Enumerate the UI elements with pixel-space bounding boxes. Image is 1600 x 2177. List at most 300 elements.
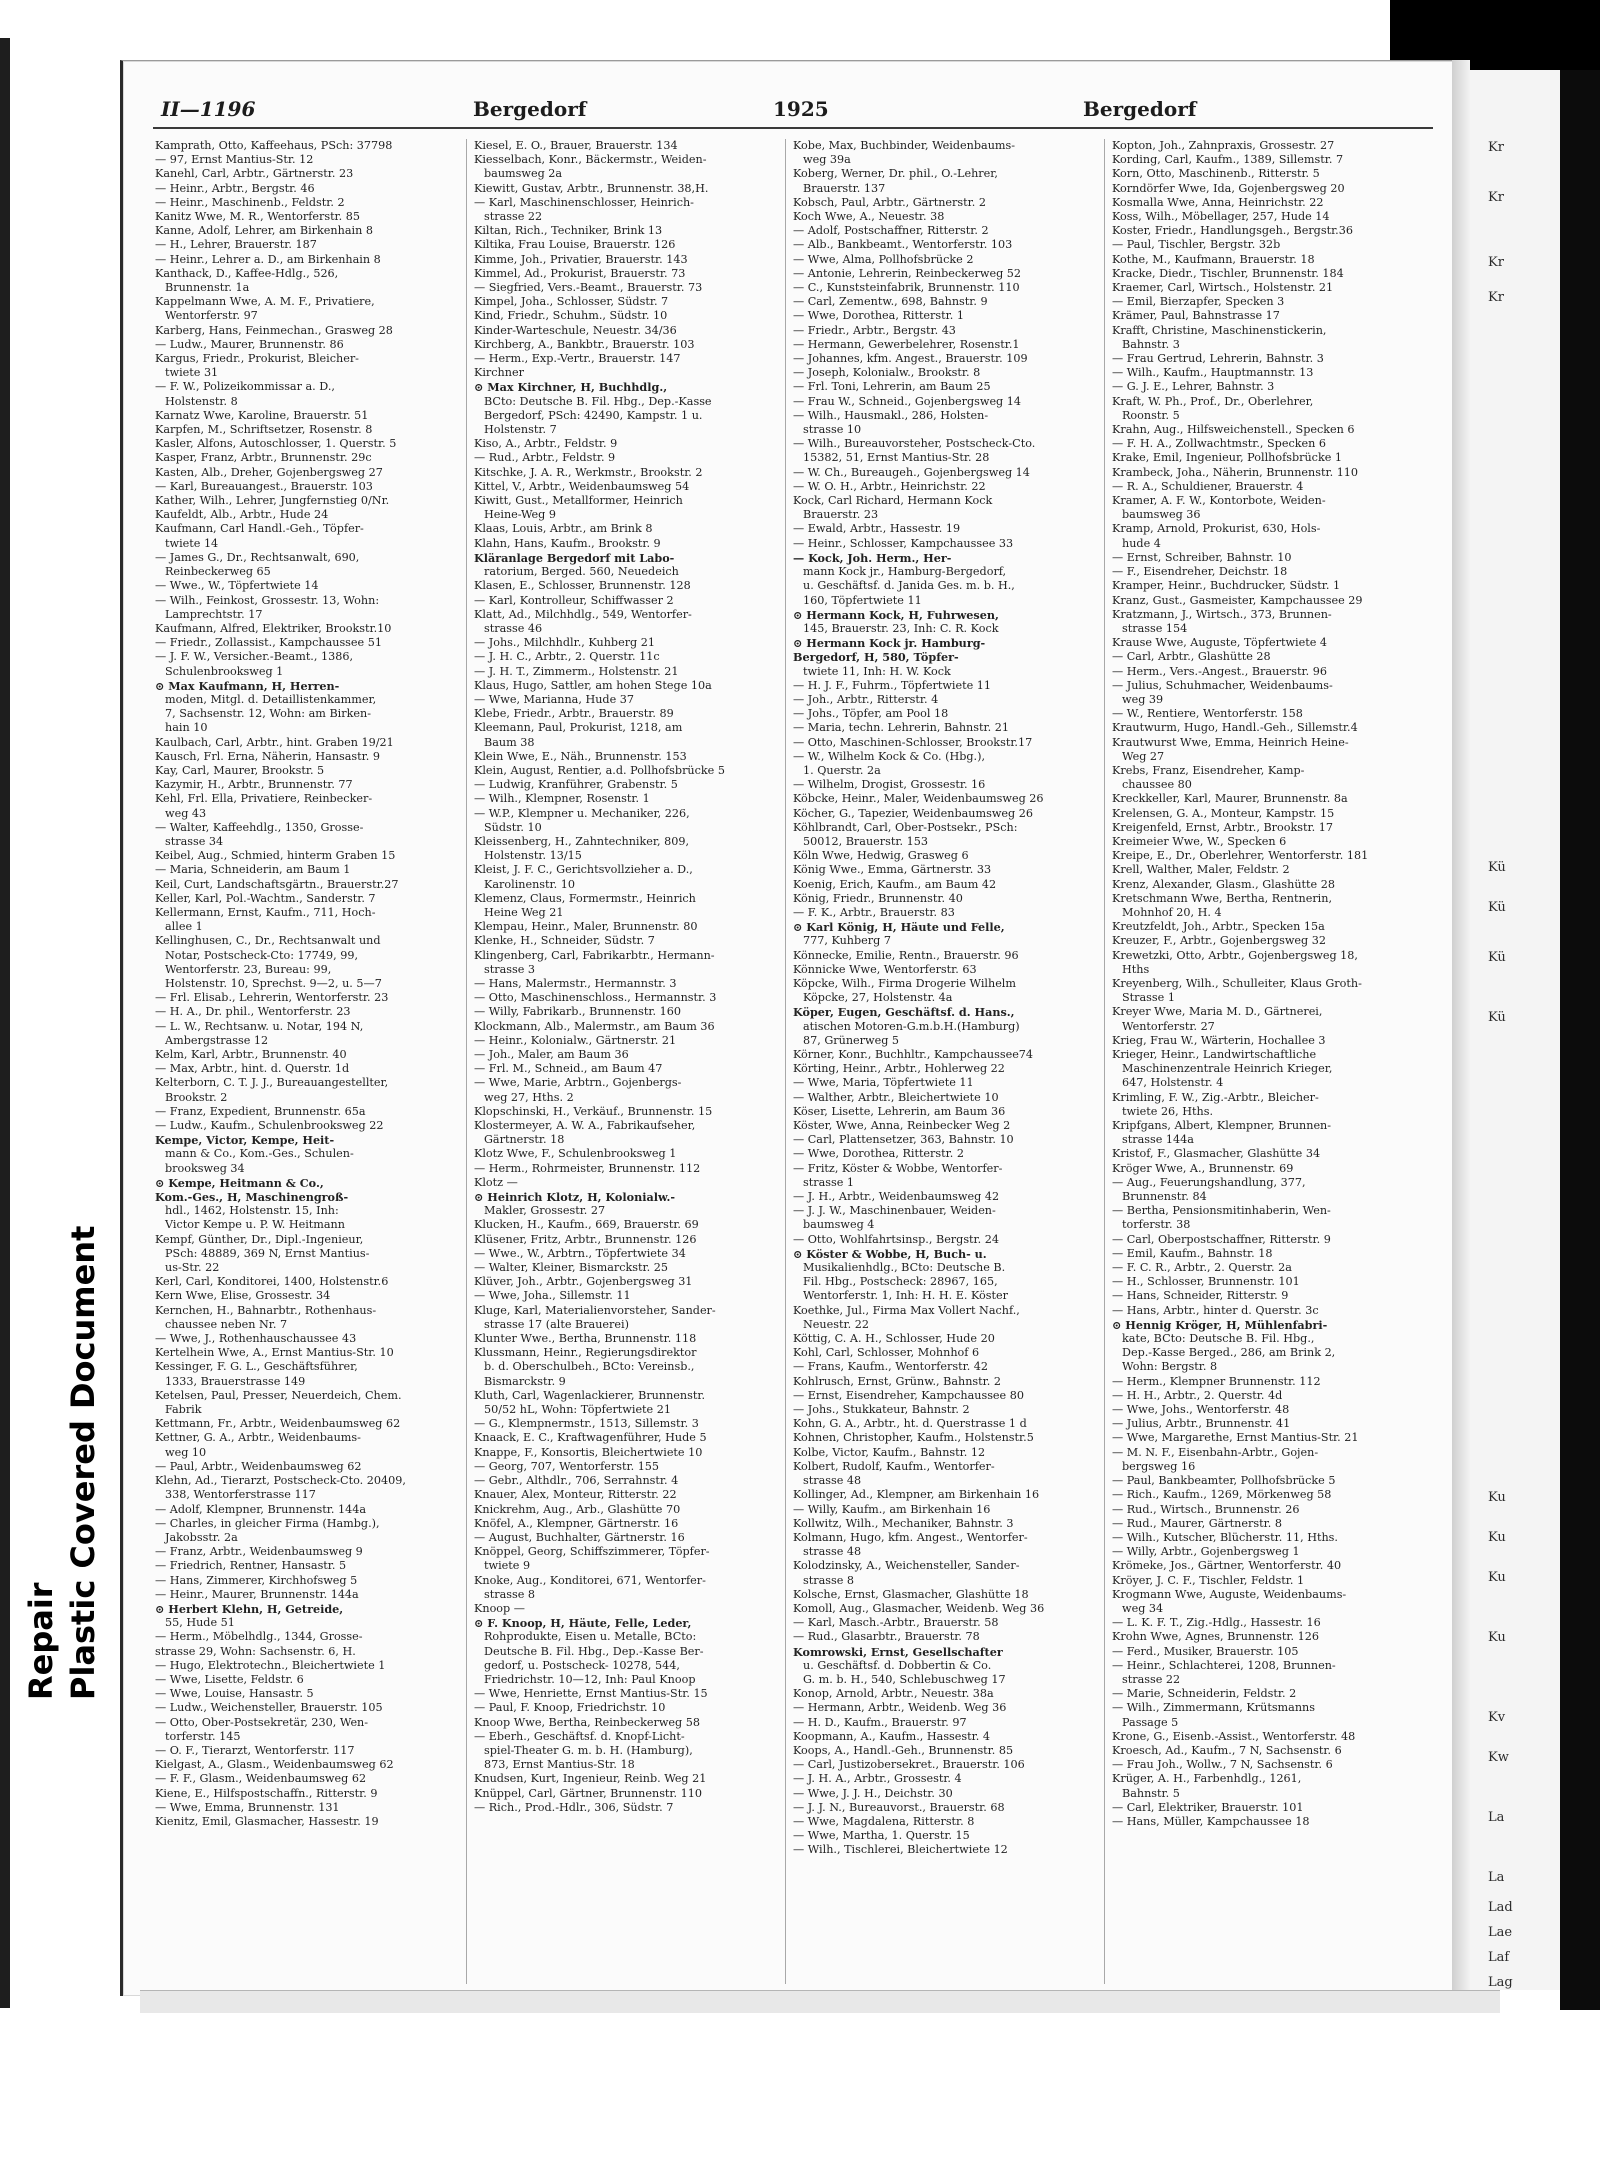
- adjacent-text-fragment: Lad: [1488, 1900, 1513, 1915]
- directory-entry: Wentorferstr. 27: [1122, 1019, 1215, 1033]
- directory-entry: strasse 46: [484, 621, 543, 635]
- directory-entry: Kanitz Wwe, M. R., Wentorferstr. 85: [155, 210, 361, 224]
- directory-entry: — Karl, Maschinenschlosser, Heinrich-: [474, 195, 694, 209]
- directory-entry: ⊙ Karl König, H, Häute und Felle,: [793, 920, 1005, 935]
- directory-entry: twiete 11, Inh: H. W. Kock: [803, 664, 951, 678]
- directory-entry: — W., Wilhelm Kock & Co. (Hbg.),: [793, 749, 986, 763]
- directory-entry: Friedrichstr. 10—12, Inh: Paul Knoop: [484, 1672, 696, 1686]
- directory-entry: — Wwe, J., Rothenhauschaussee 43: [155, 1332, 357, 1346]
- directory-entry: Holstenstr. 7: [484, 423, 557, 437]
- directory-entry: Kaulbach, Carl, Arbtr., hint. Graben 19/21: [155, 735, 394, 749]
- column-divider: [466, 139, 467, 1984]
- directory-entry: Maschinenzentrale Heinrich Krieger,: [1122, 1062, 1333, 1076]
- directory-entry: — 97, Ernst Mantius-Str. 12: [155, 153, 314, 167]
- directory-entry: Koss, Wilh., Möbellager, 257, Hude 14: [1112, 210, 1330, 224]
- directory-entry: — H. J. F., Fuhrm., Töpfertwiete 11: [793, 678, 992, 692]
- directory-entry: — Heinr., Schlosser, Kampchaussee 33: [793, 536, 1014, 550]
- directory-entry: u. Geschäftsf. d. Janida Ges. m. b. H.,: [803, 579, 1015, 593]
- directory-entry: — H., Schlosser, Brunnenstr. 101: [1112, 1275, 1300, 1289]
- directory-entry: — Wwe, Emma, Brunnenstr. 131: [155, 1800, 340, 1814]
- directory-entry: weg 27, Hths. 2: [484, 1090, 574, 1104]
- directory-entry: ⊙ Hennig Kröger, H, Mühlenfabri-: [1112, 1317, 1328, 1332]
- directory-entry: — Wwe., W., Töpfertwiete 14: [155, 579, 319, 593]
- directory-entry: torferstr. 38: [1122, 1218, 1191, 1232]
- directory-entry: Kleemann, Paul, Prokurist, 1218, am: [474, 721, 683, 735]
- directory-entry: — Wwe, Henriette, Ernst Mantius-Str. 15: [474, 1687, 708, 1701]
- directory-entry: — Hans, Malermstr., Hermannstr. 3: [474, 976, 677, 990]
- directory-entry: Krahn, Aug., Hilfsweichenstell., Specken 6: [1112, 423, 1355, 437]
- directory-entry: Kolodzinsky, A., Weichensteller, Sander-: [793, 1559, 1020, 1573]
- directory-entry: Kramp, Arnold, Prokurist, 630, Hols-: [1112, 522, 1321, 536]
- directory-entry: Kimpel, Joha., Schlosser, Südstr. 7: [474, 295, 669, 309]
- directory-entry: — J. F. W., Versicher.-Beamt., 1386,: [155, 650, 354, 664]
- page-header: [153, 97, 1433, 125]
- directory-entry: Kock, Carl Richard, Hermann Kock: [793, 494, 993, 508]
- directory-entry: — Carl, Plattensetzer, 363, Bahnstr. 10: [793, 1133, 1014, 1147]
- directory-entry: — Fritz, Köster & Wobbe, Wentorfer-: [793, 1161, 1003, 1175]
- directory-entry: strasse 34: [165, 834, 224, 848]
- directory-entry: PSch: 48889, 369 N, Ernst Mantius-: [165, 1246, 370, 1260]
- directory-entry: Heine Weg 21: [484, 905, 564, 919]
- directory-entry: Kargus, Friedr., Prokurist, Bleicher-: [155, 352, 359, 366]
- directory-entry: Krelensen, G. A., Monteur, Kampstr. 15: [1112, 806, 1335, 820]
- directory-entry: gedorf, u. Postscheck- 10278, 544,: [484, 1658, 680, 1672]
- page-number: II—1196: [161, 97, 256, 121]
- directory-entry: Dep.-Kasse Berged., 286, am Brink 2,: [1122, 1346, 1336, 1360]
- directory-entry: — Frau W., Schneid., Gojenbergsweg 14: [793, 394, 1022, 408]
- directory-entry: Karolinenstr. 10: [484, 877, 576, 891]
- directory-entry: — Ernst, Schreiber, Bahnstr. 10: [1112, 550, 1292, 564]
- directory-entry: — Hans, Arbtr., hinter d. Querstr. 3c: [1112, 1303, 1319, 1317]
- directory-entry: Kolbe, Victor, Kaufm., Bahnstr. 12: [793, 1445, 986, 1459]
- directory-entry: Kernchen, H., Bahnarbtr., Rothenhaus-: [155, 1303, 377, 1317]
- directory-entry: Kreutzfeldt, Joh., Arbtr., Specken 15a: [1112, 920, 1325, 934]
- directory-entry: — Frans, Kaufm., Wentorferstr. 42: [793, 1360, 989, 1374]
- directory-entry: — Hans, Müller, Kampchaussee 18: [1112, 1814, 1310, 1828]
- directory-entry: Baum 38: [484, 735, 535, 749]
- directory-entry: Kläranlage Bergedorf mit Labo-: [474, 550, 675, 565]
- directory-entry: 145, Brauerstr. 23, Inh: C. R. Kock: [803, 621, 999, 635]
- directory-entry: Krell, Walther, Maler, Feldstr. 2: [1112, 863, 1290, 877]
- directory-entry: Victor Kempe u. P. W. Heitmann: [165, 1218, 345, 1232]
- directory-entry: chaussee 80: [1122, 778, 1192, 792]
- directory-entry: Kanthack, D., Kaffee-Hdlg., 526,: [155, 266, 339, 280]
- directory-entry: Krüger, A. H., Farbenhdlg., 1261,: [1112, 1772, 1302, 1786]
- directory-entry: 338, Wentorferstrasse 117: [165, 1488, 316, 1502]
- directory-entry: Koenig, Erich, Kaufm., am Baum 42: [793, 877, 997, 891]
- directory-entry: — Carl, Arbtr., Glashütte 28: [1112, 650, 1271, 664]
- directory-entry: Kratzmann, J., Wirtsch., 373, Brunnen-: [1112, 607, 1332, 621]
- directory-entry: baumsweg 36: [1122, 508, 1201, 522]
- directory-entry: Koster, Friedr., Handlungsgeh., Bergstr.36: [1112, 224, 1353, 238]
- directory-entry: Köln Wwe, Hedwig, Grasweg 6: [793, 849, 969, 863]
- directory-entry: Krogmann Wwe, Auguste, Weidenbaums-: [1112, 1587, 1347, 1601]
- directory-entry: 7, Sachsenstr. 12, Wohn: am Birken-: [165, 707, 371, 721]
- directory-entry: — Wilh., Feinkost, Grossestr. 13, Wohn:: [155, 593, 380, 607]
- directory-entry: Kiewitt, Gustav, Arbtr., Brunnenstr. 38,H.: [474, 181, 709, 195]
- directory-entry: us-Str. 22: [165, 1261, 220, 1275]
- directory-entry: Kather, Wilh., Lehrer, Jungfernstieg 0/Nr.: [155, 494, 390, 508]
- directory-entry: Koopmann, A., Kaufm., Hassestr. 4: [793, 1729, 991, 1743]
- directory-entry: ⊙ Max Kaufmann, H, Herren-: [155, 678, 340, 693]
- directory-entry: weg 10: [165, 1445, 207, 1459]
- directory-entry: — Maria, techn. Lehrerin, Bahnstr. 21: [793, 721, 1009, 735]
- directory-entry: Klaus, Hugo, Sattler, am hohen Stege 10a: [474, 678, 712, 692]
- directory-entry: Kaufeldt, Alb., Arbtr., Hude 24: [155, 508, 329, 522]
- directory-entry: Ketelsen, Paul, Presser, Neuerdeich, Chem.: [155, 1388, 402, 1402]
- directory-entry: — Wwe, Joha., Sillemstr. 11: [474, 1289, 631, 1303]
- directory-entry: König Wwe., Emma, Gärtnerstr. 33: [793, 863, 992, 877]
- directory-entry: Kamprath, Otto, Kaffeehaus, PSch: 37798: [155, 139, 393, 152]
- directory-entry: Krebs, Franz, Eisendreher, Kamp-: [1112, 763, 1305, 777]
- directory-entry: Kienitz, Emil, Glasmacher, Hassestr. 19: [155, 1814, 379, 1828]
- directory-entry: Strasse 1: [1122, 991, 1175, 1005]
- directory-page: [120, 60, 1455, 1996]
- adjacent-text-fragment: La: [1488, 1870, 1505, 1885]
- directory-entry: Fil. Hbg., Postscheck: 28967, 165,: [803, 1275, 998, 1289]
- directory-entry: twiete 9: [484, 1559, 531, 1573]
- directory-entry: Köster, Wwe, Anna, Reinbecker Weg 2: [793, 1119, 1011, 1133]
- directory-entry: Kimmel, Ad., Prokurist, Brauerstr. 73: [474, 266, 686, 280]
- directory-entry: — Hans, Zimmerer, Kirchhofsweg 5: [155, 1573, 358, 1587]
- directory-entry: 1. Querstr. 2a: [803, 763, 881, 777]
- directory-entry: Kording, Carl, Kaufm., 1389, Sillemstr. 7: [1112, 153, 1344, 167]
- directory-entry: König, Friedr., Brunnenstr. 40: [793, 891, 963, 905]
- directory-entry: strasse 3: [484, 962, 536, 976]
- directory-entry: — L. W., Rechtsanw. u. Notar, 194 N,: [155, 1019, 364, 1033]
- directory-entry: — J. J. N., Bureauvorst., Brauerstr. 68: [793, 1800, 1005, 1814]
- directory-entry: — Herm., Klempner Brunnenstr. 112: [1112, 1374, 1321, 1388]
- directory-entry: Holstenstr. 8: [165, 394, 238, 408]
- directory-entry: kate, BCto: Deutsche B. Fil. Hbg.,: [1122, 1332, 1315, 1346]
- directory-entry: Kiesselbach, Konr., Bäckermstr., Weiden-: [474, 153, 707, 167]
- page-gutter: [1452, 60, 1470, 1995]
- side-label: [20, 1180, 100, 1700]
- directory-entry: Krämer, Paul, Bahnstrasse 17: [1112, 309, 1280, 323]
- directory-entry: — Friedr., Zollassist., Kampchaussee 51: [155, 636, 382, 650]
- directory-entry: Karberg, Hans, Feinmechan., Grasweg 28: [155, 323, 393, 337]
- directory-entry: Könnecke, Emilie, Rentn., Brauerstr. 96: [793, 948, 1019, 962]
- directory-entry: ⊙ Hermann Kock, H, Fuhrwesen,: [793, 607, 999, 622]
- header-rule: [153, 127, 1433, 129]
- directory-entry: — Ferd., Musiker, Brauerstr. 105: [1112, 1644, 1299, 1658]
- directory-entry: — H., Lehrer, Brauerstr. 187: [155, 238, 317, 252]
- directory-entry: Kreigenfeld, Ernst, Arbtr., Brookstr. 17: [1112, 820, 1333, 834]
- directory-entry: Kinder-Warteschule, Neuestr. 34/36: [474, 323, 677, 337]
- directory-entry: twiete 31: [165, 366, 219, 380]
- directory-entry: Koops, A., Handl.-Geh., Brunnenstr. 85: [793, 1743, 1014, 1757]
- directory-entry: Kreckkeller, Karl, Maurer, Brunnenstr. 8a: [1112, 792, 1348, 806]
- directory-entry: Kind, Friedr., Schuhm., Südstr. 10: [474, 309, 668, 323]
- directory-entry: — Maria, Schneiderin, am Baum 1: [155, 863, 351, 877]
- directory-entry: — Wwe, Alma, Pollhofsbrücke 2: [793, 252, 974, 266]
- directory-entry: Koch Wwe, A., Neuestr. 38: [793, 210, 945, 224]
- directory-entry: — Emil, Bierzapfer, Specken 3: [1112, 295, 1285, 309]
- adjacent-text-fragment: Kü: [1488, 1010, 1506, 1025]
- directory-entry: Kettner, G. A., Arbtr., Weidenbaums-: [155, 1431, 361, 1445]
- directory-entry: — Frl. M., Schneid., am Baum 47: [474, 1062, 663, 1076]
- directory-entry: — F. H. A., Zollwachtmstr., Specken 6: [1112, 437, 1326, 451]
- directory-entry: Kracke, Diedr., Tischler, Brunnenstr. 184: [1112, 266, 1344, 280]
- directory-entry: Knauer, Alex, Monteur, Ritterstr. 22: [474, 1488, 677, 1502]
- directory-entry: Kolsche, Ernst, Glasmacher, Glashütte 18: [793, 1587, 1029, 1601]
- directory-entry: — Georg, 707, Wentorferstr. 155: [474, 1459, 660, 1473]
- directory-entry: Köper, Eugen, Geschäftsf. d. Hans.,: [793, 1005, 1015, 1020]
- adjacent-text-fragment: Laf: [1488, 1950, 1510, 1965]
- directory-entry: — Wwe, Dorothea, Ritterstr. 2: [793, 1147, 964, 1161]
- column-divider: [1104, 139, 1105, 1984]
- directory-entry: — Paul, F. Knoop, Friedrichstr. 10: [474, 1701, 666, 1715]
- adjacent-page: [1470, 70, 1560, 1990]
- directory-entry: — Wilhelm, Drogist, Grossestr. 16: [793, 778, 986, 792]
- directory-entry: Korndörfer Wwe, Ida, Gojenbergsweg 20: [1112, 181, 1345, 195]
- directory-entry: — Heinr., Schlachterei, 1208, Brunnen-: [1112, 1658, 1336, 1672]
- directory-entry: ratorium, Berged. 560, Neuedeich: [484, 565, 679, 579]
- directory-entry: — Otto, Maschinenschloss., Hermannstr. 3: [474, 991, 717, 1005]
- directory-entry: Kreipe, E., Dr., Oberlehrer, Wentorferstr. 181: [1112, 849, 1369, 863]
- directory-entry: strasse 154: [1122, 621, 1188, 635]
- directory-entry: — Carl, Oberpostschaffner, Ritterstr. 9: [1112, 1232, 1331, 1246]
- directory-entry: — H. H., Arbtr., 2. Querstr. 4d: [1112, 1388, 1283, 1402]
- directory-entry: hude 4: [1122, 536, 1161, 550]
- directory-entry: Krieg, Frau W., Wärterin, Hochallee 3: [1112, 1033, 1326, 1047]
- directory-entry: mann Kock jr., Hamburg-Bergedorf,: [803, 565, 1007, 579]
- directory-entry: strasse 10: [803, 423, 862, 437]
- directory-entry: Krautwurst Wwe, Emma, Heinrich Heine-: [1112, 735, 1349, 749]
- directory-entry: ⊙ Max Kirchner, H, Buchhdlg.,: [474, 380, 668, 395]
- directory-entry: strasse 22: [484, 210, 543, 224]
- directory-entry: — W.P., Klempner u. Mechaniker, 226,: [474, 806, 690, 820]
- directory-entry: twiete 14: [165, 536, 219, 550]
- directory-entry: — Hermann, Arbtr., Weidenb. Weg 36: [793, 1701, 1007, 1715]
- directory-entry: — Wwe, Lisette, Feldstr. 6: [155, 1672, 304, 1686]
- directory-entry: — Hugo, Elektrotechn., Bleichertwiete 1: [155, 1658, 386, 1672]
- directory-entry: — Herm., Exp.-Vertr., Brauerstr. 147: [474, 352, 681, 366]
- directory-entry: Kirchberg, A., Bankbtr., Brauerstr. 103: [474, 337, 695, 351]
- directory-entry: — Willy, Kaufm., am Birkenhain 16: [793, 1502, 991, 1516]
- directory-entry: — Wwe, Margarethe, Ernst Mantius-Str. 21: [1112, 1431, 1359, 1445]
- directory-entry: baumsweg 4: [803, 1218, 875, 1232]
- directory-entry: Kom.-Ges., H, Maschinengroß-: [155, 1190, 349, 1205]
- directory-entry: — Wilh., Zimmermann, Krütsmanns: [1112, 1701, 1315, 1715]
- directory-entry: Kasler, Alfons, Autoschlosser, 1. Querstr. 5: [155, 437, 397, 451]
- directory-entry: Kempe, Victor, Kempe, Heit-: [155, 1133, 335, 1148]
- directory-entry: allee 1: [165, 920, 203, 934]
- directory-entry: Kiltika, Frau Louise, Brauerstr. 126: [474, 238, 676, 252]
- directory-entry: Brunnenstr. 84: [1122, 1190, 1207, 1204]
- directory-entry: Notar, Postscheck-Cto: 17749, 99,: [165, 948, 359, 962]
- directory-entry: Kollwitz, Wilh., Mechaniker, Bahnstr. 3: [793, 1516, 1014, 1530]
- directory-entry: Wohn: Bergstr. 8: [1122, 1360, 1218, 1374]
- directory-entry: — H. A., Dr. phil., Wentorferstr. 23: [155, 1005, 351, 1019]
- directory-entry: — C., Kunststeinfabrik, Brunnenstr. 110: [793, 281, 1020, 295]
- directory-entry: — Karl, Bureauangest., Brauerstr. 103: [155, 479, 373, 493]
- directory-entry: — Herm., Vers.-Angest., Brauerstr. 96: [1112, 664, 1327, 678]
- directory-entry: Klemenz, Claus, Formermstr., Heinrich: [474, 891, 696, 905]
- directory-entry: — Friedr., Arbtr., Bergstr. 43: [793, 323, 956, 337]
- directory-entry: Kolmann, Hugo, kfm. Angest., Wentorfer-: [793, 1530, 1028, 1544]
- directory-entry: Bahnstr. 5: [1122, 1786, 1180, 1800]
- directory-entry: — Otto, Wohlfahrtsinsp., Bergstr. 24: [793, 1232, 1000, 1246]
- directory-entry: — Carl, Zementw., 698, Bahnstr. 9: [793, 295, 988, 309]
- directory-entry: — J. H. A., Arbtr., Grossestr. 4: [793, 1772, 962, 1786]
- directory-entry: Hths: [1122, 962, 1150, 976]
- adjacent-text-fragment: Kr: [1488, 190, 1504, 205]
- directory-entry: Schulenbrooksweg 1: [165, 664, 284, 678]
- directory-entry: Kiwitt, Gust., Metallformer, Heinrich: [474, 494, 683, 508]
- directory-entry: Karpfen, M., Schriftsetzer, Rosenstr. 8: [155, 423, 373, 437]
- adjacent-text-fragment: Kü: [1488, 900, 1506, 915]
- directory-entry: — Wwe, Magdalena, Ritterstr. 8: [793, 1814, 975, 1828]
- directory-entry: — Willy, Arbtr., Gojenbergsweg 1: [1112, 1545, 1300, 1559]
- directory-entry: ⊙ Kempe, Heitmann & Co.,: [155, 1175, 324, 1190]
- directory-entry: Kobe, Max, Buchbinder, Weidenbaums-: [793, 139, 1016, 152]
- directory-entry: strasse 48: [803, 1545, 862, 1559]
- directory-entry: u. Geschäftsf. d. Dobbertin & Co.: [803, 1658, 992, 1672]
- directory-entry: Lamprechtstr. 17: [165, 607, 263, 621]
- directory-entry: — F. W., Polizeikommissar a. D.,: [155, 380, 335, 394]
- directory-entry: — Ewald, Arbtr., Hassestr. 19: [793, 522, 961, 536]
- directory-entry: Klockmann, Alb., Malermstr., am Baum 36: [474, 1019, 715, 1033]
- directory-entry: — M. N. F., Eisenbahn-Arbtr., Gojen-: [1112, 1445, 1319, 1459]
- directory-entry: Heine-Weg 9: [484, 508, 556, 522]
- directory-entry: Reinbeckerweg 65: [165, 565, 271, 579]
- directory-entry: Neuestr. 22: [803, 1317, 869, 1331]
- directory-entry: Kasper, Franz, Arbtr., Brunnenstr. 29c: [155, 451, 372, 465]
- directory-entry: Kohlrusch, Ernst, Grünw., Bahnstr. 2: [793, 1374, 1002, 1388]
- scan-left-edge: [0, 38, 10, 2008]
- adjacent-text-fragment: Ku: [1488, 1630, 1506, 1645]
- directory-entry: spiel-Theater G. m. b. H. (Hamburg),: [484, 1743, 693, 1757]
- directory-entry: Knoop Wwe, Bertha, Reinbeckerweg 58: [474, 1715, 701, 1729]
- directory-entry: Knappe, F., Konsortis, Bleichertwiete 10: [474, 1445, 703, 1459]
- directory-entry: weg 39a: [803, 153, 851, 167]
- directory-entry: Jakobsstr. 2a: [165, 1530, 238, 1544]
- directory-entry: — Johs., Stukkateur, Bahnstr. 2: [793, 1403, 970, 1417]
- directory-entry: Deutsche B. Fil. Hbg., Dep.-Kasse Ber-: [484, 1644, 704, 1658]
- directory-entry: Weg 27: [1122, 749, 1165, 763]
- directory-entry: Rohprodukte, Eisen u. Metalle, BCto:: [484, 1630, 697, 1644]
- directory-entry: — Walter, Kaffeehdlg., 1350, Grosse-: [155, 820, 364, 834]
- adjacent-text-fragment: Kü: [1488, 860, 1506, 875]
- directory-entry: Koberg, Werner, Dr. phil., O.-Lehrer,: [793, 167, 998, 181]
- directory-entry: Kiso, A., Arbtr., Feldstr. 9: [474, 437, 618, 451]
- directory-entry: mann & Co., Kom.-Ges., Schulen-: [165, 1147, 354, 1161]
- directory-entry: baumsweg 2a: [484, 167, 563, 181]
- directory-entry: Kiene, E., Hilfspostschaffn., Ritterstr. 9: [155, 1786, 378, 1800]
- directory-entry: ⊙ Köster & Wobbe, H, Buch- u.: [793, 1246, 987, 1261]
- directory-entry: Kobsch, Paul, Arbtr., Gärtnerstr. 2: [793, 195, 986, 209]
- directory-entry: strasse 48: [803, 1474, 862, 1488]
- directory-entry: Ambergstrasse 12: [165, 1033, 269, 1047]
- directory-entry: — W. O. H., Arbtr., Heinrichstr. 22: [793, 479, 986, 493]
- directory-entry: Klotz —: [474, 1175, 518, 1189]
- directory-entry: — Rud., Glasarbtr., Brauerstr. 78: [793, 1630, 980, 1644]
- directory-entry: Kraft, W. Ph., Prof., Dr., Oberlehrer,: [1112, 394, 1314, 408]
- directory-entry: — Bertha, Pensionsmitinhaberin, Wen-: [1112, 1204, 1331, 1218]
- directory-entry: Knöppel, Georg, Schiffszimmerer, Töpfer-: [474, 1545, 710, 1559]
- directory-entry: — Heinr., Maurer, Brunnenstr. 144a: [155, 1587, 359, 1601]
- directory-entry: Kelterborn, C. T. J. J., Bureauangestellter,: [155, 1076, 389, 1090]
- directory-entry: Kazymir, H., Arbtr., Brunnenstr. 77: [155, 778, 353, 792]
- directory-entry: Holstenstr. 10, Sprechst. 9—2, u. 5—7: [165, 976, 382, 990]
- directory-entry: 873, Ernst Mantius-Str. 18: [484, 1758, 635, 1772]
- directory-entry: Klostermeyer, A. W. A., Fabrikaufseher,: [474, 1119, 696, 1133]
- directory-entry: — L. K. F. T., Zig.-Hdlg., Hassestr. 16: [1112, 1616, 1321, 1630]
- directory-entry: — G. J. E., Lehrer, Bahnstr. 3: [1112, 380, 1275, 394]
- directory-entry: brooksweg 34: [165, 1161, 245, 1175]
- directory-entry: — Carl, Justizobersekret., Brauerstr. 106: [793, 1758, 1025, 1772]
- directory-entry: Klopschinski, H., Verkäuf., Brunnenstr. 15: [474, 1104, 713, 1118]
- scan-bottom-strip: [140, 1990, 1500, 2013]
- directory-entry: — F. K., Arbtr., Brauerstr. 83: [793, 905, 955, 919]
- directory-entry: Krautwurm, Hugo, Handl.-Geh., Sillemstr.4: [1112, 721, 1358, 735]
- directory-columns: [155, 139, 1435, 1984]
- directory-entry: Kramer, A. F. W., Kontorbote, Weiden-: [1112, 494, 1326, 508]
- directory-entry: — J. H. T., Zimmerm., Holstenstr. 21: [474, 664, 679, 678]
- directory-entry: — O. F., Tierarzt, Wentorferstr. 117: [155, 1743, 355, 1757]
- directory-entry: weg 34: [1122, 1601, 1164, 1615]
- directory-entry: — Emil, Kaufm., Bahnstr. 18: [1112, 1246, 1273, 1260]
- directory-entry: Kristof, F., Glasmacher, Glashütte 34: [1112, 1147, 1321, 1161]
- directory-entry: Kretschmann Wwe, Bertha, Rentnerin,: [1112, 891, 1333, 905]
- directory-entry: — Joh., Maler, am Baum 36: [474, 1048, 629, 1061]
- directory-entry: Knaack, E. C., Kraftwagenführer, Hude 5: [474, 1431, 707, 1445]
- directory-entry: Wentorferstr. 97: [165, 309, 258, 323]
- directory-entry: Korn, Otto, Maschinenb., Ritterstr. 5: [1112, 167, 1320, 181]
- directory-entry: — Wwe., W., Arbtrn., Töpfertwiete 34: [474, 1246, 686, 1260]
- directory-entry: — Rich., Prod.-Hdlr., 306, Südstr. 7: [474, 1800, 674, 1814]
- directory-entry: Kellermann, Ernst, Kaufm., 711, Hoch-: [155, 905, 376, 919]
- directory-entry: Wentorferstr. 23, Bureau: 99,: [165, 962, 332, 976]
- directory-entry: Kramper, Heinr., Buchdrucker, Südstr. 1: [1112, 579, 1341, 593]
- directory-entry: Musikalienhdlg., BCto: Deutsche B.: [803, 1261, 1006, 1275]
- directory-entry: — Adolf, Postschaffner, Ritterstr. 2: [793, 224, 989, 238]
- directory-entry: Kappelmann Wwe, A. M. F., Privatiere,: [155, 295, 375, 309]
- directory-entry: — F. C. R., Arbtr., 2. Querstr. 2a: [1112, 1261, 1292, 1275]
- directory-entry: Kanne, Adolf, Lehrer, am Birkenhain 8: [155, 224, 373, 238]
- directory-entry: Krambeck, Joha., Näherin, Brunnenstr. 110: [1112, 465, 1359, 479]
- directory-entry: Klasen, E., Schlosser, Brunnenstr. 128: [474, 579, 691, 593]
- directory-entry: — Ernst, Eisendreher, Kampchaussee 80: [793, 1388, 1024, 1402]
- directory-entry: — Wilh., Bureauvorsteher, Postscheck-Cto.: [793, 437, 1036, 451]
- directory-entry: Klein, August, Rentier, a.d. Pollhofsbrücke 5: [474, 763, 725, 777]
- directory-entry: — Frl. Toni, Lehrerin, am Baum 25: [793, 380, 991, 394]
- directory-entry: 160, Töpfertwiete 11: [803, 593, 922, 607]
- directory-entry: Klempau, Heinr., Maler, Brunnenstr. 80: [474, 920, 698, 934]
- directory-entry: — Paul, Bankbeamter, Pollhofsbrücke 5: [1112, 1474, 1336, 1488]
- directory-entry: 87, Grünerweg 5: [803, 1033, 900, 1047]
- directory-entry: — Rud., Maurer, Gärtnerstr. 8: [1112, 1516, 1282, 1530]
- directory-entry: hdl., 1462, Holstenstr. 15, Inh:: [165, 1204, 339, 1218]
- directory-entry: Brunnenstr. 1a: [165, 281, 250, 295]
- directory-entry: 15382, 51, Ernst Mantius-Str. 28: [803, 451, 990, 465]
- directory-entry: Kröger Wwe, A., Brunnenstr. 69: [1112, 1161, 1294, 1175]
- directory-entry: Wentorferstr. 1, Inh: H. H. E. Köster: [803, 1289, 1008, 1303]
- directory-entry: Holstenstr. 13/15: [484, 849, 582, 863]
- directory-entry: Komrowski, Ernst, Gesellschafter: [793, 1644, 1003, 1659]
- directory-entry: — G., Klempnermstr., 1513, Sillemstr. 3: [474, 1417, 699, 1431]
- directory-entry: Kothe, M., Kaufmann, Brauerstr. 18: [1112, 252, 1315, 266]
- directory-entry: strasse 1: [803, 1175, 855, 1189]
- directory-entry: — Wwe, Martha, 1. Querstr. 15: [793, 1829, 970, 1843]
- directory-entry: Knoke, Aug., Konditorei, 671, Wentorfer-: [474, 1573, 706, 1587]
- directory-entry: twiete 26, Hths.: [1122, 1104, 1214, 1118]
- running-title-right: Bergedorf: [1083, 97, 1197, 121]
- directory-entry: Knoop —: [474, 1601, 525, 1615]
- adjacent-text-fragment: Kw: [1488, 1750, 1509, 1765]
- directory-entry: — Heinr., Lehrer a. D., am Birkenhain 8: [155, 252, 381, 266]
